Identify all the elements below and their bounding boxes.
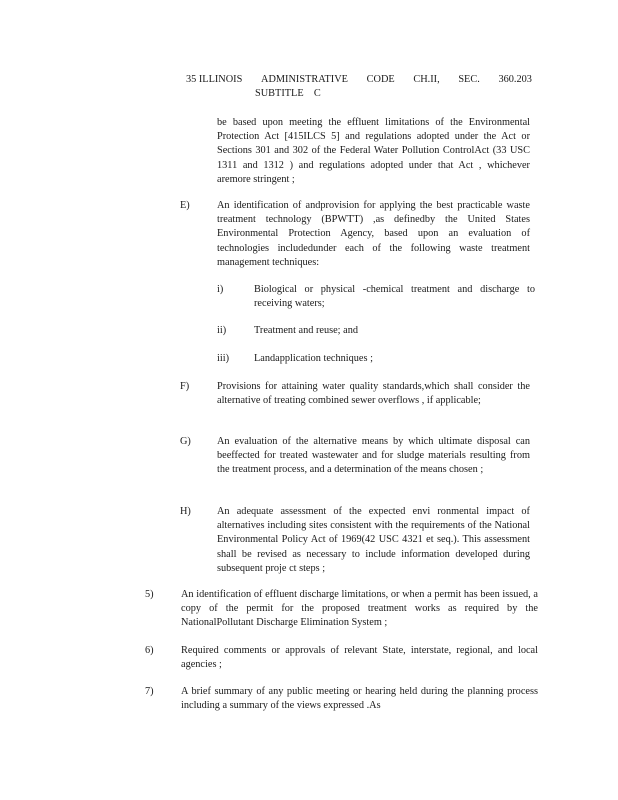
item-label-f: F) bbox=[180, 381, 190, 392]
header-title-part: 360.203 bbox=[498, 74, 532, 85]
item-label-6: 6) bbox=[145, 645, 154, 656]
header-title-part: CH.II, bbox=[413, 74, 440, 85]
item-text-5: An identification of effluent discharge limitations, or when a permit has been issued, a copy of the permit for the proposed treatment works as required by the NationalPollutant Discharge Elimination System ; bbox=[181, 589, 538, 629]
item-text-6: Required comments or approvals of relevant State, interstate, regional, and local agencies ; bbox=[181, 645, 538, 671]
item-label-e: E) bbox=[180, 200, 190, 211]
item-text-7: A brief summary of any public meeting or hearing held during the planning process including a summary of the views expressed .As bbox=[181, 686, 538, 712]
item-text-g: An evaluation of the alternative means by which ultimate disposal can beeffected for treated wastewater and for sludge materials resulting from the treatment process, and a determination of the means chosen ; bbox=[217, 436, 530, 476]
header-title-part: SEC. bbox=[458, 74, 480, 85]
item-text-h: An adequate assessment of the expected envi ronmental impact of alternatives including sites consistent with the requirements of the National Environmental Policy Act of 1969(42 USC 4321 et seq.). This assessment shall be revised as necessary to include information developed during subsequent proje ct steps ; bbox=[217, 506, 530, 574]
item-label-7: 7) bbox=[145, 686, 154, 697]
item-text-f: Provisions for attaining water quality standards,which shall consider the alternative of treating combined sewer overflows , if applicable; bbox=[217, 381, 530, 407]
header-title-part: CODE bbox=[366, 74, 395, 85]
item-text-e: An identification of andprovision for applying the best practicable waste treatment technology (BPWTT) ,as definedby the United States Environmental Protection Agency, based upon an evaluation of technologies includedunder each of the following waste treatment management techniques: bbox=[217, 200, 530, 268]
subitem-text-ii: Treatment and reuse; and bbox=[254, 325, 358, 336]
subitem-label-ii: ii) bbox=[217, 325, 227, 336]
header-title-part: ADMINISTRATIVE bbox=[261, 74, 348, 85]
subitem-label-iii: iii) bbox=[217, 353, 230, 364]
item-label-h: H) bbox=[180, 506, 191, 517]
subitem-text-i: Biological or physical -chemical treatment and discharge to receiving waters; bbox=[254, 284, 535, 310]
subitem-label-i: i) bbox=[217, 284, 224, 295]
header-subtitle: SUBTITLE C bbox=[255, 88, 321, 100]
header-title-part: 35 ILLINOIS bbox=[186, 74, 243, 85]
continuation-paragraph: be based upon meeting the effluent limitations of the Environmental Protection Act [415ILCS 5] and regulations adopted under the Act or Sections 301 and 302 of the Federal Water Pollution ControlAct (33 USC 1311 and 1312 ) and regulations adopted under that Act , whichever aremore stringent ; bbox=[217, 117, 530, 185]
item-label-g: G) bbox=[180, 436, 191, 447]
page-header bbox=[186, 73, 546, 101]
item-label-5: 5) bbox=[145, 589, 154, 600]
subitem-text-iii: Landapplication techniques ; bbox=[254, 353, 373, 364]
header-title-row bbox=[186, 73, 532, 87]
